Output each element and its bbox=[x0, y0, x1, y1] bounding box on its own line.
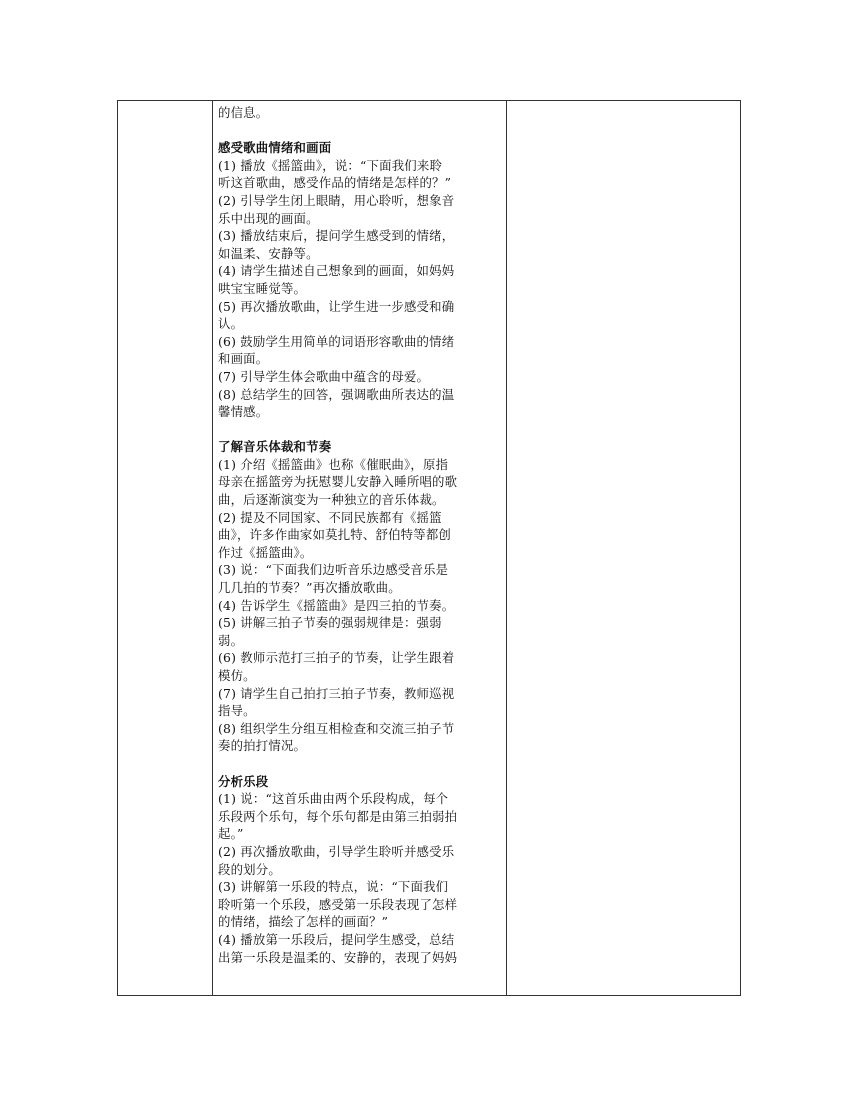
text-line: 认。 bbox=[218, 316, 244, 332]
text-line: 曲，后逐渐演变为一种独立的音乐体裁。 bbox=[218, 492, 445, 508]
text-line: 乐中出现的画面。 bbox=[218, 210, 319, 226]
text-line: (1) 介绍《摇篮曲》也称《催眠曲》，原指 bbox=[218, 456, 449, 472]
teaching-process-cell bbox=[218, 104, 503, 966]
text-line: (3) 讲解第一乐段的特点，说：“下面我们 bbox=[218, 879, 449, 895]
text-line: 聆听第一个乐段，感受第一乐段表现了怎样 bbox=[218, 896, 458, 912]
text-line: (7) 引导学生体会歌曲中蕴含的母爱。 bbox=[218, 368, 430, 384]
text-line: 出第一乐段是温柔的、安静的，表现了妈妈 bbox=[218, 949, 458, 965]
text-line: 馨情感。 bbox=[218, 404, 269, 420]
text-line: 奏的拍打情况。 bbox=[218, 738, 307, 754]
text-line: (5) 讲解三拍子节奏的强弱规律是：强弱 bbox=[218, 615, 442, 631]
section-heading: 了解音乐体裁和节奏 bbox=[218, 439, 332, 455]
text-line: (4) 播放第一乐段后，提问学生感受，总结 bbox=[218, 931, 455, 947]
text-line: 和画面。 bbox=[218, 351, 269, 367]
text-line: (4) 请学生描述自己想象到的画面，如妈妈 bbox=[218, 263, 455, 279]
text-line: 听这首歌曲，感受作品的情绪是怎样的？” bbox=[218, 175, 452, 191]
text-line: (1) 播放《摇篮曲》，说：“下面我们来聆 bbox=[218, 157, 443, 173]
column-divider-right bbox=[506, 101, 507, 995]
text-line: (5) 再次播放歌曲，让学生进一步感受和确 bbox=[218, 298, 455, 314]
text-line: 哄宝宝睡觉等。 bbox=[218, 280, 307, 296]
text-line: 指导。 bbox=[218, 703, 256, 719]
text-line: (7) 请学生自己拍打三拍子节奏，教师巡视 bbox=[218, 685, 455, 701]
column-divider-left bbox=[212, 101, 213, 995]
text-line: 模仿。 bbox=[218, 668, 256, 683]
text-line: 母亲在摇篮旁为抚慰婴儿安静入睡所唱的歌 bbox=[218, 474, 458, 490]
text-line: 作过《摇篮曲》。 bbox=[218, 544, 313, 560]
text-line: (2) 再次播放歌曲，引导学生聆听并感受乐 bbox=[218, 843, 455, 859]
text-line: (2) 引导学生闭上眼睛，用心聆听，想象音 bbox=[218, 192, 455, 208]
section-heading: 感受歌曲情绪和画面 bbox=[218, 140, 332, 156]
text-line: (3) 播放结束后，提问学生感受到的情绪， bbox=[218, 228, 455, 244]
text-line: 段的划分。 bbox=[218, 861, 281, 877]
text-line: (3) 说：“下面我们边听音乐边感受音乐是 bbox=[218, 562, 449, 578]
text-line: 曲》，许多作曲家如莫扎特、舒伯特等都创 bbox=[218, 527, 452, 543]
text-line: 如温柔、安静等。 bbox=[218, 245, 319, 261]
text-line: (8) 总结学生的回答，强调歌曲所表达的温 bbox=[218, 386, 455, 402]
section-heading: 分析乐段 bbox=[218, 773, 269, 789]
text-line: 乐段两个乐句，每个乐句都是由第三拍弱拍 bbox=[218, 808, 458, 824]
text-line: 的情绪，描绘了怎样的画面？” bbox=[218, 914, 389, 930]
text-line: 弱。 bbox=[218, 632, 244, 648]
text-line: (8) 组织学生分组互相检查和交流三拍子节 bbox=[218, 720, 455, 736]
text-line: (6) 教师示范打三拍子的节奏，让学生跟着 bbox=[218, 650, 455, 666]
text-line: (1) 说：“这首乐曲由两个乐段构成，每个 bbox=[218, 791, 449, 807]
text-line: (6) 鼓励学生用简单的词语形容歌曲的情绪 bbox=[218, 333, 455, 349]
text-line: 起。” bbox=[218, 826, 244, 842]
intro-tail-text: 的信息。 bbox=[218, 105, 269, 120]
text-line: (2) 提及不同国家、不同民族都有《摇篮 bbox=[218, 509, 442, 525]
text-line: (4) 告诉学生《摇篮曲》是四三拍的节奏。 bbox=[218, 597, 455, 613]
text-line: 几几拍的节奏？”再次播放歌曲。 bbox=[218, 580, 401, 596]
